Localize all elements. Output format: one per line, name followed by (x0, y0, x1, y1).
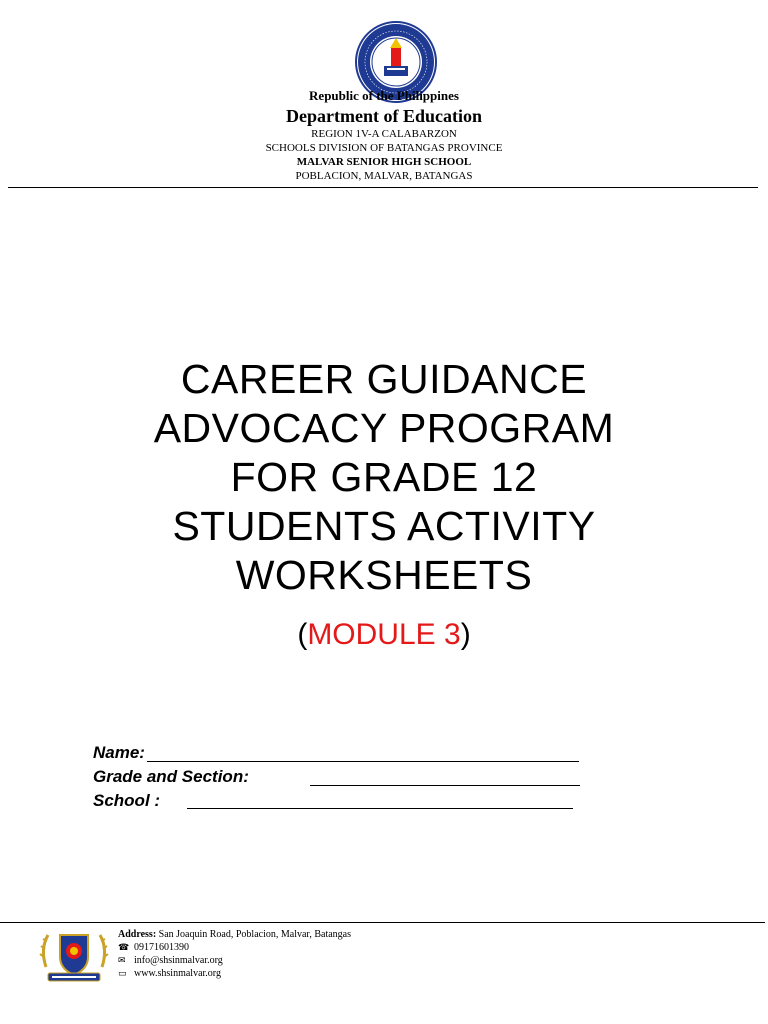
division-label: SCHOOLS DIVISION OF BATANGAS PROVINCE (265, 142, 503, 154)
footer-divider (0, 922, 765, 923)
footer-email (118, 955, 223, 966)
school-name: MALVAR SENIOR HIGH SCHOOL (296, 156, 472, 168)
footer-address (118, 929, 351, 940)
phone-icon: ☎ (118, 943, 130, 953)
title-line: STUDENTS ACTIVITY (172, 503, 596, 549)
school-label: School : (93, 791, 161, 810)
website-link[interactable]: www.shsinmalvar.org (134, 968, 221, 979)
name-label: Name: (93, 743, 145, 762)
republic-label: Republic of the Philippines (309, 88, 459, 103)
email-icon: ✉ (118, 956, 126, 966)
module-label (0, 618, 768, 652)
name-field[interactable] (147, 761, 579, 762)
phone-value: 09171601390 (134, 942, 189, 953)
header-divider (8, 187, 758, 188)
title-line: FOR GRADE 12 (230, 454, 538, 500)
footer-phone (118, 942, 189, 953)
email-link[interactable]: info@shsinmalvar.org (134, 955, 223, 966)
address-label: Address: (118, 929, 157, 940)
title-line: ADVOCACY PROGRAM (153, 405, 615, 451)
school-logo-icon (38, 927, 110, 989)
school-field[interactable] (187, 808, 573, 809)
address-value: San Joaquin Road, Poblacion, Malvar, Batangas (158, 929, 351, 940)
footer-website (118, 968, 221, 979)
grade-section-label: Grade and Section: (93, 767, 249, 786)
department-title: Department of Education (286, 106, 482, 126)
module-number: MODULE 3 (307, 618, 461, 651)
title-line: WORKSHEETS (235, 552, 533, 598)
title-line: CAREER GUIDANCE (180, 356, 588, 402)
computer-icon: ▭ (118, 969, 127, 979)
grade-section-field[interactable] (310, 785, 580, 786)
module-open-paren: ( (297, 618, 308, 651)
document-title (0, 355, 768, 600)
module-close-paren: ) (460, 618, 471, 651)
region-label: REGION 1V-A CALABARZON (311, 128, 457, 140)
school-address: POBLACION, MALVAR, BATANGAS (295, 170, 473, 182)
